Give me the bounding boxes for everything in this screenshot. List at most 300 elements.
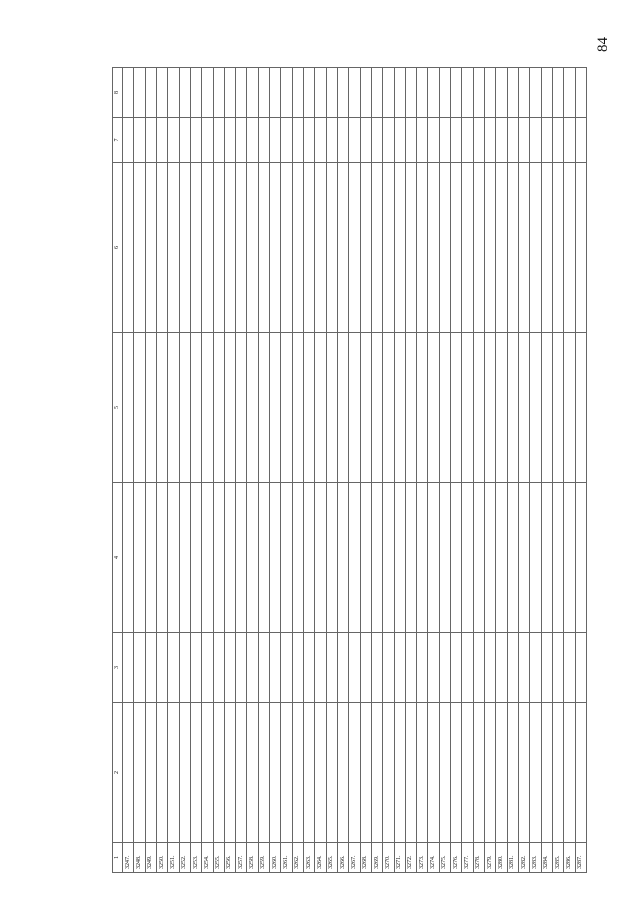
table-cell (156, 333, 167, 483)
table-cell (541, 633, 552, 703)
table-cell: 3274. (428, 843, 439, 873)
table-cell (417, 68, 428, 118)
table-cell: 3259. (258, 843, 269, 873)
table-cell: 3261. (281, 843, 292, 873)
table-cell (405, 483, 416, 633)
table-cell (405, 633, 416, 703)
table-cell (281, 483, 292, 633)
table-cell (270, 333, 281, 483)
table-cell: 3247. (123, 843, 134, 873)
table-row (190, 68, 201, 873)
table-cell (190, 333, 201, 483)
table-cell: 3257. (236, 843, 247, 873)
table-cell (451, 483, 462, 633)
table-cell (451, 703, 462, 843)
table-cell (315, 703, 326, 843)
table-cell: 3260. (270, 843, 281, 873)
table-cell (190, 633, 201, 703)
table-cell (224, 118, 235, 163)
table-cell (190, 163, 201, 333)
table-cell (292, 118, 303, 163)
table-cell (168, 333, 179, 483)
column-header: 2 (113, 703, 123, 843)
table-cell (202, 333, 213, 483)
table-cell (462, 118, 473, 163)
table-cell (326, 118, 337, 163)
table-cell (190, 703, 201, 843)
table-cell (304, 633, 315, 703)
table-row (315, 68, 326, 873)
table-cell (213, 483, 224, 633)
table-cell (428, 68, 439, 118)
table-cell (530, 633, 541, 703)
table-cell (575, 333, 587, 483)
table-cell (371, 633, 382, 703)
table-cell (134, 703, 145, 843)
table-cell (315, 333, 326, 483)
table-cell (485, 118, 496, 163)
table-cell (552, 703, 563, 843)
table-row (304, 68, 315, 873)
table-row (530, 68, 541, 873)
table-cell (439, 633, 450, 703)
table-cell (337, 68, 348, 118)
table-cell (123, 333, 134, 483)
table-row (383, 68, 394, 873)
table-cell (292, 483, 303, 633)
table-cell: 3262. (292, 843, 303, 873)
table-cell: 3270. (383, 843, 394, 873)
table-cell (224, 703, 235, 843)
table-cell (134, 68, 145, 118)
table-cell (145, 163, 156, 333)
table-cell: 3272. (405, 843, 416, 873)
table-cell (530, 703, 541, 843)
table-cell (179, 163, 190, 333)
table-cell (575, 633, 587, 703)
table-cell (405, 163, 416, 333)
table-row (496, 68, 507, 873)
table-cell (485, 703, 496, 843)
table-cell (156, 118, 167, 163)
table-cell (439, 483, 450, 633)
data-table (112, 67, 587, 873)
table-cell (473, 163, 484, 333)
table-cell (530, 483, 541, 633)
table-cell (247, 163, 258, 333)
table-cell (134, 333, 145, 483)
table-cell: 3284. (541, 843, 552, 873)
column-header: 4 (113, 483, 123, 633)
table-cell: 3252. (179, 843, 190, 873)
table-cell (349, 333, 360, 483)
table-cell (428, 333, 439, 483)
table-cell (428, 703, 439, 843)
table-cell (428, 163, 439, 333)
table-cell (485, 483, 496, 633)
table-cell (371, 118, 382, 163)
table-cell (394, 333, 405, 483)
table-cell (292, 163, 303, 333)
table-cell (123, 118, 134, 163)
table-cell (394, 68, 405, 118)
table-cell (417, 483, 428, 633)
table-row (281, 68, 292, 873)
table-cell (496, 118, 507, 163)
table-cell (123, 163, 134, 333)
table-cell (236, 633, 247, 703)
table-body (123, 68, 587, 873)
table-cell (349, 68, 360, 118)
table-cell (202, 633, 213, 703)
table-cell (145, 68, 156, 118)
table-cell (507, 483, 518, 633)
table-cell (564, 483, 575, 633)
table-cell (258, 118, 269, 163)
table-cell (552, 118, 563, 163)
table-cell (247, 703, 258, 843)
column-header: 7 (113, 118, 123, 163)
table-cell (507, 633, 518, 703)
table-cell: 3248. (134, 843, 145, 873)
table-cell (247, 333, 258, 483)
table-cell (564, 68, 575, 118)
table-cell (123, 633, 134, 703)
table-cell (496, 333, 507, 483)
table-cell (507, 333, 518, 483)
table-cell: 3281. (507, 843, 518, 873)
table-cell (530, 163, 541, 333)
table-cell (156, 163, 167, 333)
table-cell: 3251. (168, 843, 179, 873)
table-cell (428, 118, 439, 163)
table-row (541, 68, 552, 873)
table-cell (123, 703, 134, 843)
table-cell (552, 68, 563, 118)
table-row (156, 68, 167, 873)
table-cell (145, 118, 156, 163)
table-cell: 3280. (496, 843, 507, 873)
table-cell (190, 483, 201, 633)
table-cell (213, 703, 224, 843)
table-cell (552, 633, 563, 703)
table-cell (190, 68, 201, 118)
table-cell (417, 163, 428, 333)
table-cell (304, 483, 315, 633)
table-cell (213, 163, 224, 333)
table-cell (281, 163, 292, 333)
table-cell (258, 703, 269, 843)
table-row (337, 68, 348, 873)
table-row (428, 68, 439, 873)
table-cell (496, 163, 507, 333)
table-cell (564, 118, 575, 163)
table-cell (156, 633, 167, 703)
table-cell (179, 483, 190, 633)
table-cell (451, 633, 462, 703)
table-cell (145, 333, 156, 483)
column-header: 5 (113, 333, 123, 483)
table-cell (145, 703, 156, 843)
table-cell (337, 633, 348, 703)
table-cell (168, 163, 179, 333)
table-row (564, 68, 575, 873)
table-cell (575, 163, 587, 333)
table-cell (247, 68, 258, 118)
table-cell (564, 163, 575, 333)
table-cell (349, 703, 360, 843)
table-cell (575, 118, 587, 163)
table-cell (270, 118, 281, 163)
table-cell (168, 118, 179, 163)
table-cell (292, 68, 303, 118)
table-cell (575, 483, 587, 633)
table-cell (541, 483, 552, 633)
table-cell (258, 333, 269, 483)
table-cell (190, 118, 201, 163)
table-cell (564, 333, 575, 483)
table-cell (507, 118, 518, 163)
table-cell (134, 633, 145, 703)
table-cell: 3269. (371, 843, 382, 873)
table-cell (417, 118, 428, 163)
table-cell (518, 163, 529, 333)
table-cell (462, 633, 473, 703)
table-cell (507, 163, 518, 333)
table-cell (507, 703, 518, 843)
table-cell (473, 633, 484, 703)
table-cell: 3250. (156, 843, 167, 873)
table-cell (337, 483, 348, 633)
table-cell (541, 333, 552, 483)
table-cell (281, 118, 292, 163)
table-cell (428, 633, 439, 703)
table-cell (485, 163, 496, 333)
table-cell: 3273. (417, 843, 428, 873)
table-cell (337, 703, 348, 843)
table-cell: 3264. (315, 843, 326, 873)
table-cell (337, 163, 348, 333)
table-row (168, 68, 179, 873)
table-cell (315, 483, 326, 633)
table-cell (304, 163, 315, 333)
table-row (202, 68, 213, 873)
table-cell (405, 703, 416, 843)
table-cell (134, 483, 145, 633)
table-cell (337, 333, 348, 483)
table-cell (179, 633, 190, 703)
table-cell (485, 68, 496, 118)
table-cell (417, 333, 428, 483)
table-cell (439, 68, 450, 118)
table-cell: 3275. (439, 843, 450, 873)
table-row (213, 68, 224, 873)
table-cell (202, 163, 213, 333)
column-header: 8 (113, 68, 123, 118)
table-cell (179, 333, 190, 483)
table-cell (485, 633, 496, 703)
table-cell (236, 483, 247, 633)
table-cell (451, 118, 462, 163)
table-cell (405, 68, 416, 118)
table-header-row (113, 68, 123, 873)
table-cell: 3278. (473, 843, 484, 873)
table-cell (349, 118, 360, 163)
table-cell (383, 483, 394, 633)
table-cell (394, 163, 405, 333)
table-cell (315, 163, 326, 333)
table-cell (462, 703, 473, 843)
table-cell (383, 333, 394, 483)
table-row (394, 68, 405, 873)
table-cell (270, 163, 281, 333)
table-cell (349, 483, 360, 633)
table-cell (315, 118, 326, 163)
table-cell (236, 333, 247, 483)
table-cell (134, 163, 145, 333)
table-cell (405, 333, 416, 483)
table-cell (292, 333, 303, 483)
table-cell (134, 118, 145, 163)
table-cell: 3276. (451, 843, 462, 873)
table-cell (224, 163, 235, 333)
table-cell (179, 703, 190, 843)
table-cell (417, 633, 428, 703)
table-row (507, 68, 518, 873)
table-cell (439, 333, 450, 483)
table-cell (541, 163, 552, 333)
table-cell: 3279. (485, 843, 496, 873)
table-cell: 3287. (575, 843, 587, 873)
table-cell (518, 703, 529, 843)
table-cell (179, 118, 190, 163)
table-cell: 3265. (326, 843, 337, 873)
table-cell (541, 703, 552, 843)
table-cell (326, 163, 337, 333)
table-cell (202, 68, 213, 118)
column-header: 6 (113, 163, 123, 333)
table-cell (575, 68, 587, 118)
table-cell (224, 633, 235, 703)
table-row (145, 68, 156, 873)
table-cell (405, 118, 416, 163)
table-row (485, 68, 496, 873)
table-cell (473, 333, 484, 483)
table-row (258, 68, 269, 873)
table-cell (202, 703, 213, 843)
table-cell (224, 483, 235, 633)
table-cell (451, 163, 462, 333)
table-cell (247, 483, 258, 633)
table-cell (304, 68, 315, 118)
table-cell: 3271. (394, 843, 405, 873)
table-row (179, 68, 190, 873)
table-cell: 3253. (190, 843, 201, 873)
table-cell (451, 333, 462, 483)
table-cell (518, 483, 529, 633)
table-cell: 3256. (224, 843, 235, 873)
table-row (236, 68, 247, 873)
table-cell (383, 118, 394, 163)
table-row (134, 68, 145, 873)
table-cell (292, 633, 303, 703)
table-cell (236, 68, 247, 118)
table-cell: 3258. (247, 843, 258, 873)
table-cell (371, 163, 382, 333)
table-cell: 3263. (304, 843, 315, 873)
table-cell (326, 68, 337, 118)
table-cell (394, 483, 405, 633)
table-cell (168, 483, 179, 633)
table-cell (564, 703, 575, 843)
table-cell: 3285. (552, 843, 563, 873)
table-cell (462, 163, 473, 333)
column-header: 1 (113, 843, 123, 873)
table-cell (258, 633, 269, 703)
table-cell (518, 118, 529, 163)
table-cell (156, 483, 167, 633)
table-cell (213, 68, 224, 118)
table-cell (383, 633, 394, 703)
table-cell (258, 483, 269, 633)
table-cell (394, 633, 405, 703)
table-row (405, 68, 416, 873)
table-cell (304, 118, 315, 163)
table-cell (496, 703, 507, 843)
table-cell (258, 163, 269, 333)
table-cell (371, 483, 382, 633)
table-cell (236, 118, 247, 163)
table-cell (281, 633, 292, 703)
table-cell (496, 483, 507, 633)
table-cell: 3267. (349, 843, 360, 873)
table-cell (360, 483, 371, 633)
table-cell (360, 163, 371, 333)
table-cell (292, 703, 303, 843)
table-cell (518, 633, 529, 703)
table-cell (224, 68, 235, 118)
table-cell (123, 68, 134, 118)
table-cell (530, 68, 541, 118)
table-cell (236, 163, 247, 333)
table-cell (552, 333, 563, 483)
table-cell (473, 68, 484, 118)
table-row (123, 68, 134, 873)
table-cell (145, 633, 156, 703)
table-cell (326, 703, 337, 843)
table-cell (462, 483, 473, 633)
table-cell: 3266. (337, 843, 348, 873)
table-cell (281, 68, 292, 118)
table-row (270, 68, 281, 873)
table-cell (518, 68, 529, 118)
table-cell (394, 118, 405, 163)
table-row (247, 68, 258, 873)
table-cell (530, 333, 541, 483)
table-cell (485, 333, 496, 483)
table-cell (270, 633, 281, 703)
table-cell (496, 68, 507, 118)
table-cell (213, 333, 224, 483)
table-row (439, 68, 450, 873)
table-row (552, 68, 563, 873)
table-cell (360, 68, 371, 118)
table-cell (337, 118, 348, 163)
table-cell (247, 118, 258, 163)
table-cell (281, 333, 292, 483)
table-cell (564, 633, 575, 703)
table-cell: 3254. (202, 843, 213, 873)
